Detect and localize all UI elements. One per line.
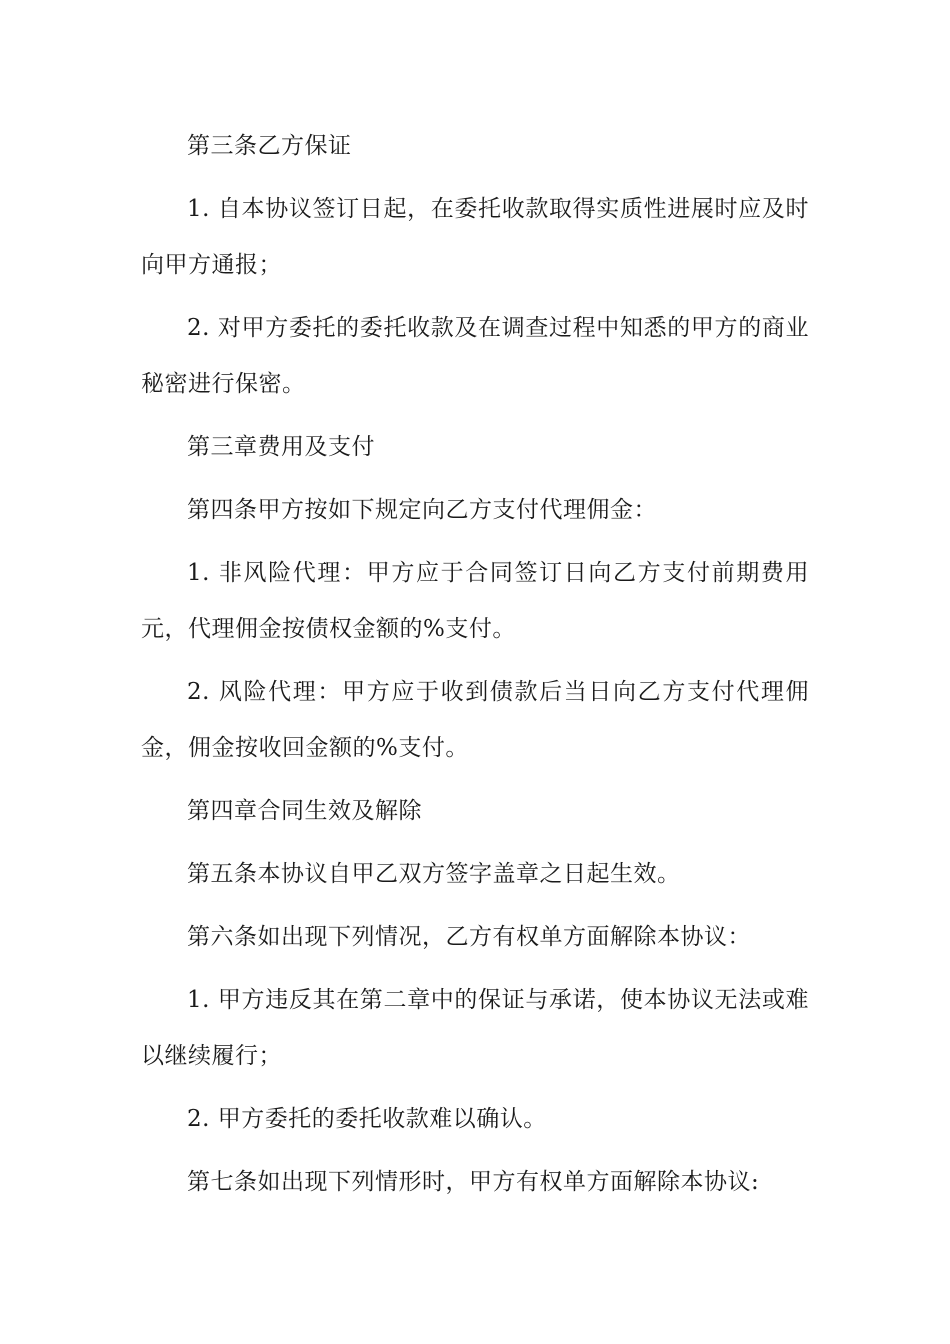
section-heading: 第七条如出现下列情形时，甲方有权单方面解除本协议: [187, 1169, 760, 1195]
section-heading: 第六条如出现下列情况，乙方有权单方面解除本协议： [187, 924, 751, 950]
chapter-heading: 第四章合同生效及解除 [187, 798, 422, 824]
section-heading: 第三条乙方保证 [187, 133, 352, 159]
clause-item: 2. 甲方委托的委托收款难以确认。 [187, 1106, 547, 1132]
clause-item: 2. 风险代理：甲方应于收到债款后当日向乙方支付代理佣金，佣金按收回金额的%支付。 [141, 679, 809, 761]
clause-item: 1. 自本协议签订日起，在委托收款取得实质性进展时应及时向甲方通报； [141, 196, 809, 278]
clause-item: 2. 对甲方委托的委托收款及在调查过程中知悉的甲方的商业秘密进行保密。 [141, 315, 809, 397]
clause-item: 1. 非风险代理：甲方应于合同签订日向乙方支付前期费用元，代理佣金按债权金额的%支付。 [141, 560, 809, 642]
document-body [141, 118, 809, 1217]
section-heading: 第四条甲方按如下规定向乙方支付代理佣金： [187, 497, 657, 523]
section-heading: 第五条本协议自甲乙双方签字盖章之日起生效。 [187, 861, 681, 887]
clause-item: 1. 甲方违反其在第二章中的保证与承诺，使本协议无法或难以继续履行； [141, 987, 809, 1069]
chapter-heading: 第三章费用及支付 [187, 434, 375, 460]
